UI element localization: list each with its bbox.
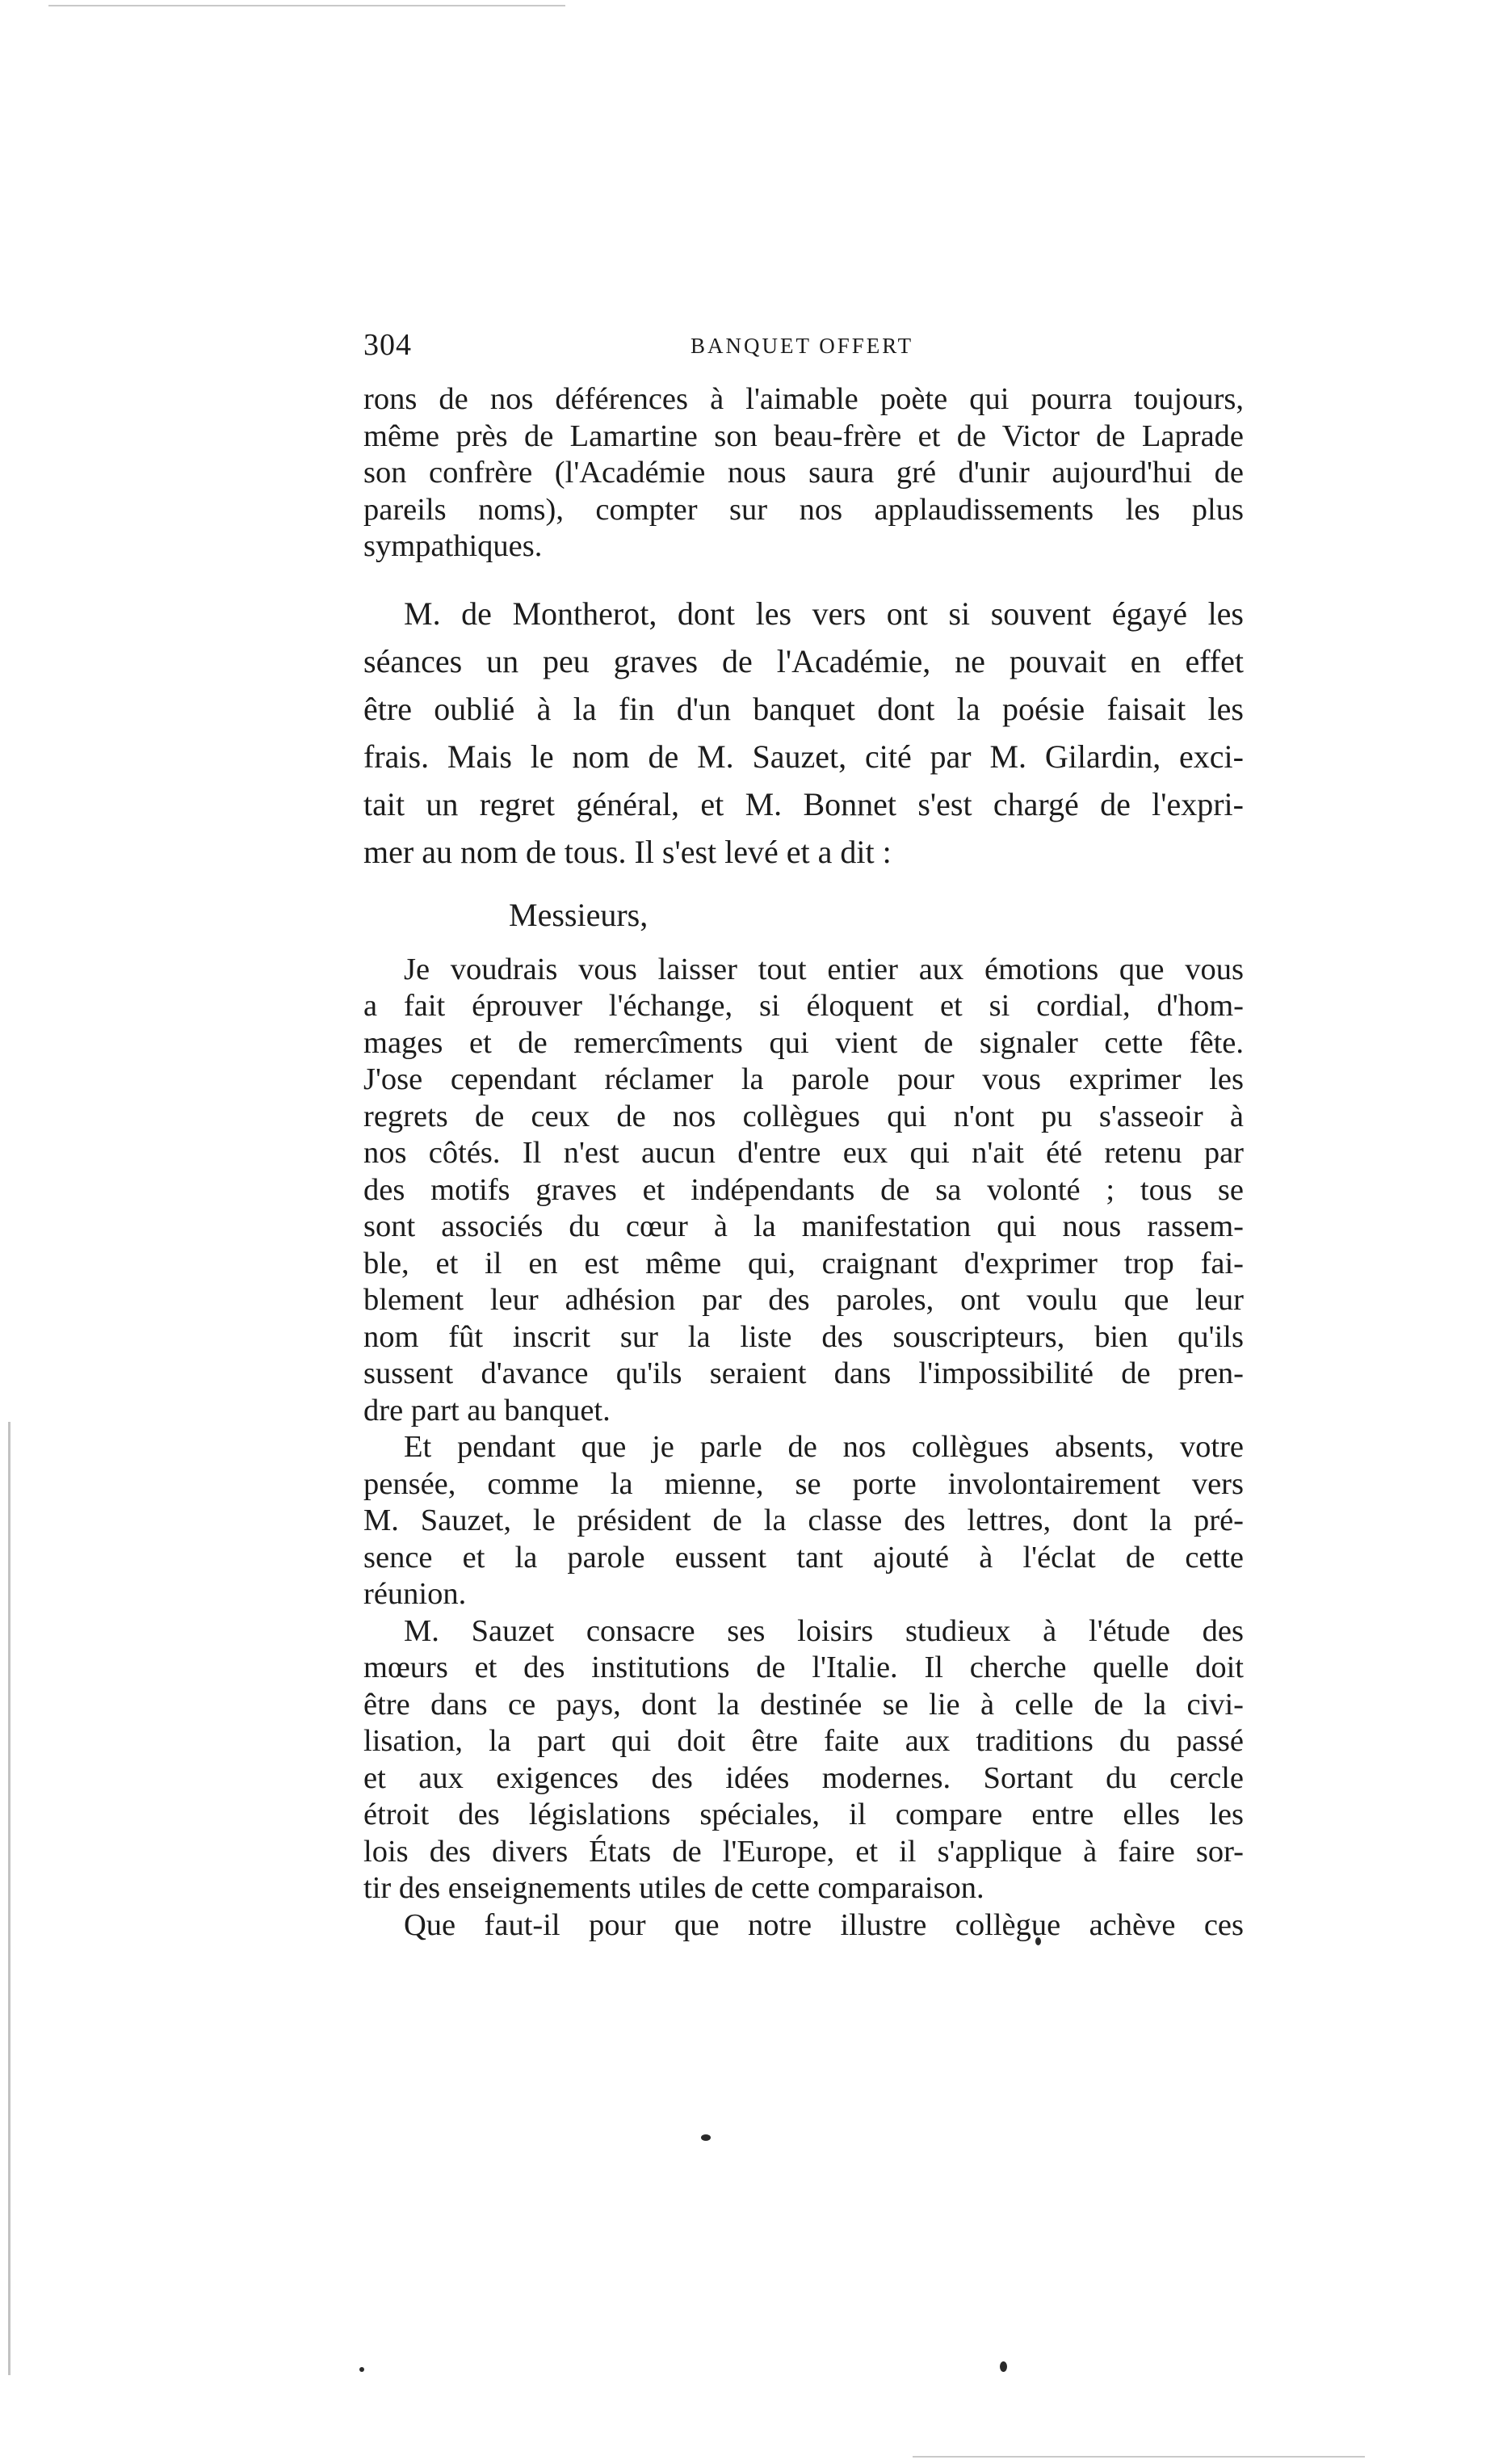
text-line: sont associés du cœur à la manifestation qui nous rassem-: [363, 1209, 1244, 1243]
text-line: tait un regret général, et M. Bonnet s'est chargé de l'expri-: [363, 785, 1244, 822]
text-line: M. de Montherot, dont les vers ont si souvent égayé les: [404, 595, 1244, 632]
body-text: [363, 381, 1244, 1944]
text-line: M. Sauzet, le président de la classe des lettres, dont la pré-: [363, 1503, 1244, 1537]
text-line: séances un peu graves de l'Académie, ne pouvait en effet: [363, 642, 1244, 679]
text-line: être oublié à la fin d'un banquet dont la poésie faisait les: [363, 690, 1244, 727]
text-line: blement leur adhésion par des paroles, ont voulu que leur: [363, 1283, 1244, 1317]
text-line: pensée, comme la mienne, se porte involontairement vers: [363, 1466, 1244, 1501]
text-line: pareils noms), compter sur nos applaudissements les plus: [363, 492, 1244, 527]
text-line: et aux exigences des idées modernes. Sortant du cercle: [363, 1760, 1244, 1795]
text-line: J'ose cependant réclamer la parole pour vous exprimer les: [363, 1062, 1244, 1096]
text-line: réunion.: [363, 1577, 467, 1611]
text-line: a fait éprouver l'échange, si éloquent et si cordial, d'hom-: [363, 989, 1244, 1023]
paragraph: [363, 590, 1244, 876]
text-line: M. Sauzet consacre ses loisirs studieux à l'étude des: [404, 1613, 1244, 1648]
text-line: mages et de remercîments qui vient de signaler cette fête.: [363, 1025, 1244, 1060]
running-head: BANQUET OFFERT: [691, 334, 914, 358]
text-line: sympathiques.: [363, 529, 543, 563]
paragraph: [363, 952, 1244, 1430]
text-line: mœurs et des institutions de l'Italie. Il cherche quelle doit: [363, 1650, 1244, 1684]
salutation: Messieurs,: [509, 896, 649, 933]
text-line: lois des divers États de l'Europe, et il s'applique à faire sor-: [363, 1834, 1244, 1869]
paragraph: [363, 1907, 1244, 1945]
ink-speck: [1000, 2361, 1007, 2372]
scan-mark-bottom: [913, 2456, 1365, 2458]
text-line: sussent d'avance qu'ils seraient dans l'impossibilité de pren-: [363, 1356, 1244, 1390]
text-line: sence et la parole eussent tant ajouté à l'éclat de cette: [363, 1540, 1244, 1575]
text-line: étroit des législations spéciales, il compare entre elles les: [363, 1798, 1244, 1831]
ink-speck: [359, 2367, 364, 2372]
text-line: Je voudrais vous laisser tout entier aux émotions que vous: [404, 952, 1244, 986]
paragraph: [363, 1429, 1244, 1613]
text-line: mer au nom de tous. Il s'est levé et a dit :: [363, 833, 892, 870]
paragraph: [363, 1613, 1244, 1907]
text-line: Que faut-il pour que notre illustre collègue achève ces: [404, 1907, 1244, 1942]
text-line: lisation, la part qui doit être faite aux traditions du passé: [363, 1724, 1244, 1758]
text-line: tir des enseignements utiles de cette comparaison.: [363, 1871, 984, 1905]
text-line: ble, et il en est même qui, craignant d'exprimer trop fai-: [363, 1246, 1244, 1280]
text-line: être dans ce pays, dont la destinée se lie à celle de la civi-: [363, 1687, 1244, 1722]
text-line: dre part au banquet.: [363, 1393, 611, 1428]
page-number: 304: [363, 328, 412, 362]
text-line: frais. Mais le nom de M. Sauzet, cité par M. Gilardin, exci-: [363, 738, 1244, 775]
text-line: nom fût inscrit sur la liste des souscripteurs, bien qu'ils: [363, 1319, 1244, 1354]
text-line: regrets de ceux de nos collègues qui n'ont pu s'asseoir à: [363, 1099, 1244, 1133]
scan-mark-top: [48, 5, 565, 6]
text-line: des motifs graves et indépendants de sa volonté ; tous se: [363, 1172, 1244, 1207]
text-line: même près de Lamartine son beau-frère et de Victor de Laprade: [363, 418, 1244, 453]
text-line: rons de nos déférences à l'aimable poète qui pourra toujours,: [363, 382, 1244, 416]
text-line: nos côtés. Il n'est aucun d'entre eux qui n'ait été retenu par: [363, 1136, 1244, 1170]
text-line: son confrère (l'Académie nous saura gré d'unir aujourd'hui de: [363, 456, 1244, 490]
page-header: [363, 327, 1244, 368]
paragraph: [363, 381, 1244, 566]
text-line: Et pendant que je parle de nos collègues absents, votre: [404, 1430, 1244, 1464]
left-edge-shadow: [8, 1422, 10, 2375]
ink-speck: [701, 2134, 711, 2141]
